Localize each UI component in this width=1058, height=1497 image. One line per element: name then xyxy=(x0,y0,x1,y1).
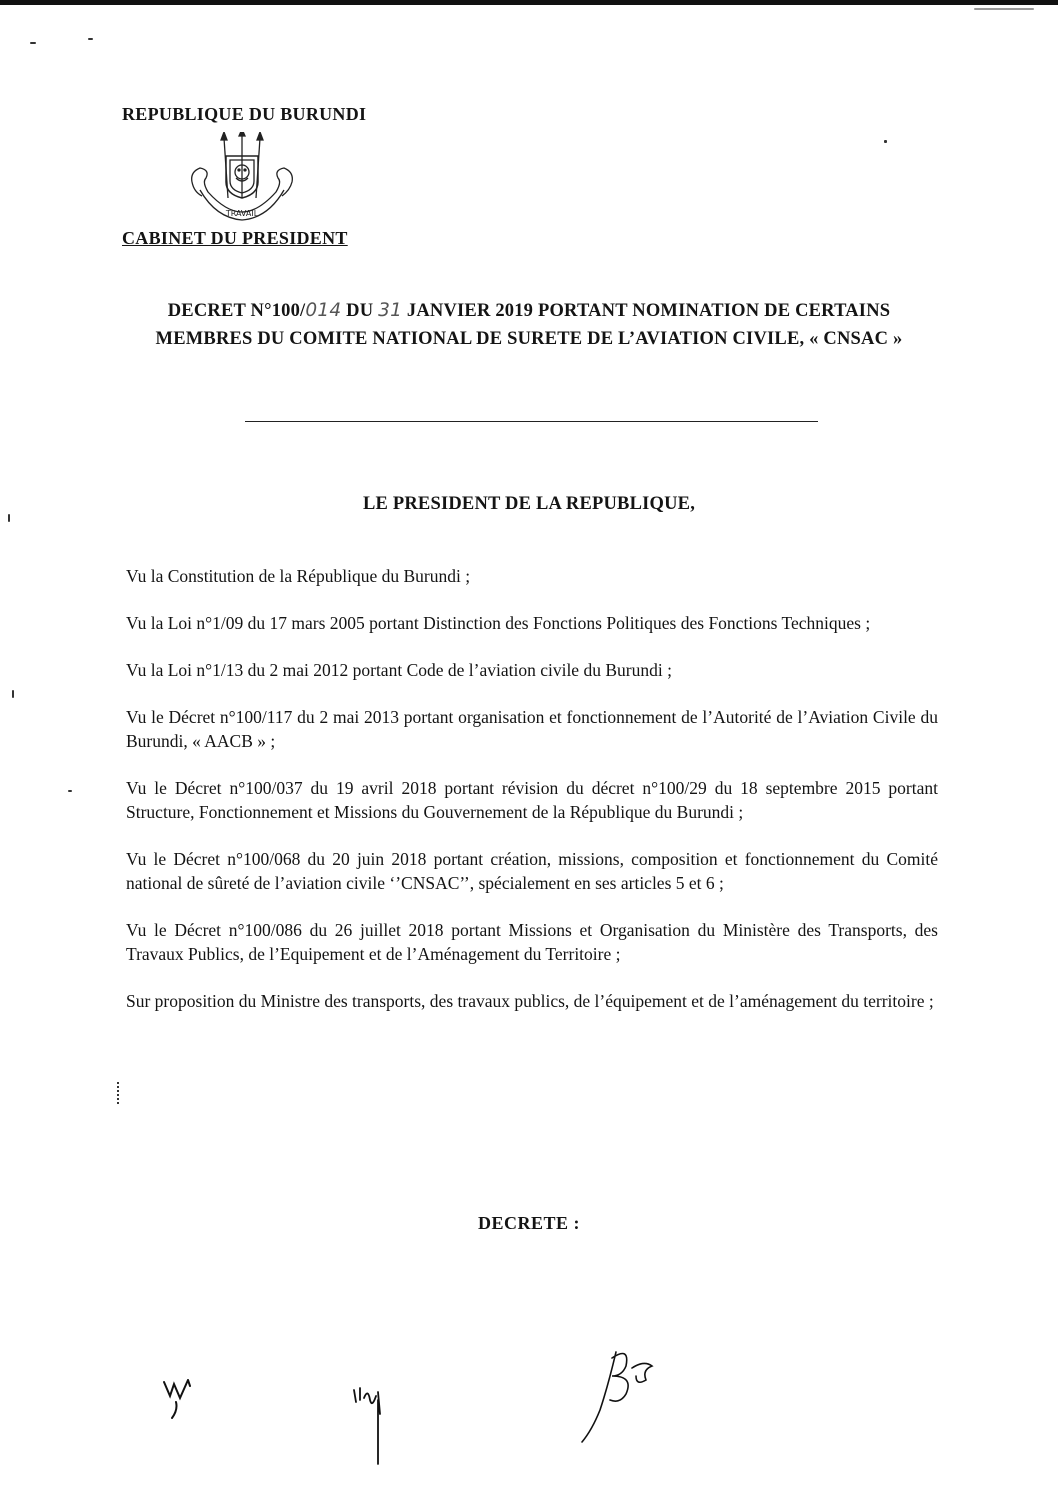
scan-speck xyxy=(974,8,1034,10)
scan-speck xyxy=(88,38,93,40)
scan-speck xyxy=(884,140,887,143)
handwritten-day: 31 xyxy=(378,300,403,321)
consideration-item: Vu la Constitution de la République du Burundi ; xyxy=(126,566,471,586)
consideration-item: Sur proposition du Ministre des transports, des travaux publics, de l’équipement et de l’aménagement du territoire ; xyxy=(126,991,934,1011)
scan-border xyxy=(0,0,1058,5)
initials-signature-right xyxy=(572,1346,658,1446)
decree-title-part2: DU xyxy=(341,301,379,321)
consideration-item: Vu la Loi n°1/13 du 2 mai 2012 portant Code de l’aviation civile du Burundi ; xyxy=(126,660,672,680)
decree-title xyxy=(120,297,938,353)
initials-signature-middle xyxy=(348,1384,392,1468)
emblem-motto: TRAVAIL xyxy=(225,209,259,218)
country-name: REPUBLIQUE DU BURUNDI xyxy=(122,104,367,124)
scan-speck xyxy=(30,42,36,44)
letterhead xyxy=(122,104,422,248)
scan-speck xyxy=(12,690,14,698)
scan-speck xyxy=(8,514,10,522)
initials-signature-left xyxy=(160,1376,202,1420)
margin-mark xyxy=(117,1082,122,1104)
consideration-item: Vu le Décret n°100/086 du 26 juillet 2018 portant Missions et Organisation du Ministère des Transports, des Travaux Publics, de l’Equipement et de l’Aménagement du Territoire ; xyxy=(126,920,938,964)
considerations-list xyxy=(126,564,938,1036)
coat-of-arms-emblem xyxy=(186,132,298,222)
decree-title-part3: JANVIER 2019 PORTANT NOMINATION DE CERTAINS MEMBRES DU COMITE NATIONAL DE SURETE DE L’AVIATION CIVILE, « CNSAC » xyxy=(155,301,903,349)
decrete-heading: DECRETE : xyxy=(477,1213,580,1233)
scan-speck xyxy=(68,790,72,792)
consideration-item: Vu le Décret n°100/037 du 19 avril 2018 portant révision du décret n°100/29 du 18 septembre 2015 portant Structure, Fonctionnement et Missions du Gouvernement de la République du Burundi ; xyxy=(126,778,938,822)
title-separator-line xyxy=(245,421,818,422)
handwritten-decree-number: 014 xyxy=(305,300,342,321)
cabinet-heading: CABINET DU PRESIDENT xyxy=(122,228,348,248)
consideration-item: Vu la Loi n°1/09 du 17 mars 2005 portant Distinction des Fonctions Politiques des Fonctions Techniques ; xyxy=(126,613,871,633)
president-heading: LE PRESIDENT DE LA REPUBLIQUE, xyxy=(362,494,696,514)
consideration-item: Vu le Décret n°100/068 du 20 juin 2018 portant création, missions, composition et fonctionnement du Comité national de sûreté de l’aviation civile ‘’CNSAC’’, spécialement en ses articles 5 et 6 ; xyxy=(126,849,938,893)
consideration-item: Vu le Décret n°100/117 du 2 mai 2013 portant organisation et fonctionnement de l’Autorité de l’Aviation Civile du Burundi, « AACB » ; xyxy=(126,707,938,751)
decree-title-part1: DECRET N°100/ xyxy=(167,301,306,321)
